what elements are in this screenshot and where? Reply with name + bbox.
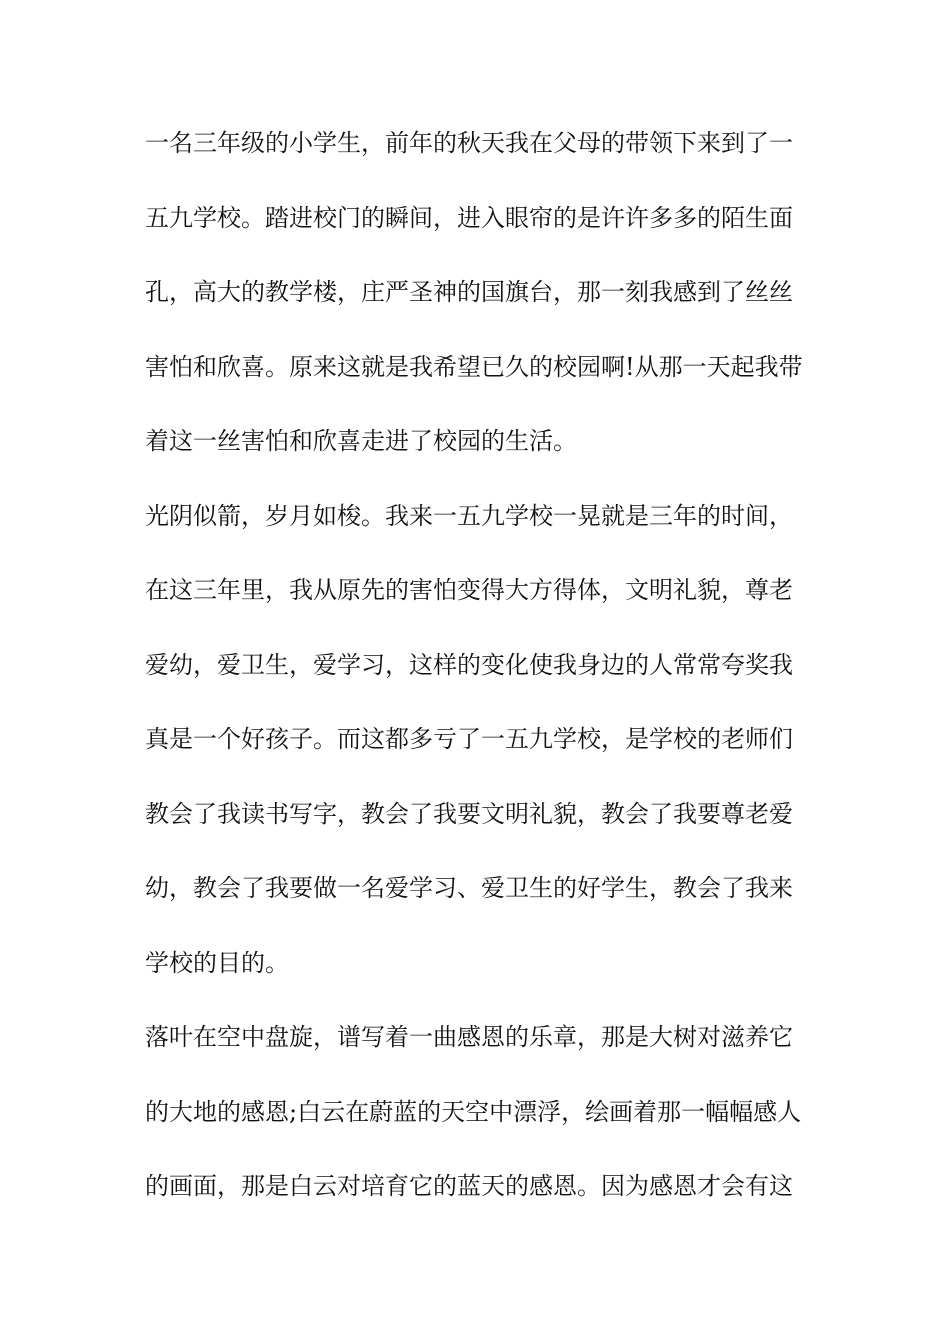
text-line: 在这三年里，我从原先的害怕变得大方得体，文明礼貌，尊老	[145, 576, 793, 604]
text-line: 孔，高大的教学楼，庄严圣神的国旗台，那一刻我感到了丝丝	[145, 278, 793, 306]
text-line: 幼，教会了我要做一名爱学习、爱卫生的好学生，教会了我来	[145, 874, 793, 902]
text-line: 光阴似箭，岁月如梭。我来一五九学校一晃就是三年的时间，	[145, 501, 793, 530]
text-line: 真是一个好孩子。而这都多亏了一五九学校，是学校的老师们	[145, 725, 793, 753]
text-line: 五九学校。踏进校门的瞬间，进入眼帘的是许许多多的陌生面	[145, 203, 793, 232]
text-line: 爱幼，爱卫生，爱学习，这样的变化使我身边的人常常夸奖我	[145, 650, 793, 679]
text-line: 的画面，那是白云对培育它的蓝天的感恩。因为感恩才会有这	[145, 1172, 793, 1200]
text-line: 害怕和欣喜。原来这就是我希望已久的校园啊!从那一天起我带	[145, 352, 803, 381]
text-line: 一名三年级的小学生，前年的秋天我在父母的带领下来到了一	[145, 129, 793, 157]
text-line: 教会了我读书写字，教会了我要文明礼貌，教会了我要尊老爱	[145, 799, 793, 828]
text-line: 落叶在空中盘旋，谱写着一曲感恩的乐章，那是大树对滋养它	[145, 1023, 793, 1051]
text-line: 着这一丝害怕和欣喜走进了校园的生活。	[145, 427, 577, 455]
text-line: 的大地的感恩;白云在蔚蓝的天空中漂浮，绘画着那一幅幅感人	[145, 1097, 802, 1126]
text-line: 学校的目的。	[145, 948, 289, 977]
body-text	[145, 127, 810, 1245]
